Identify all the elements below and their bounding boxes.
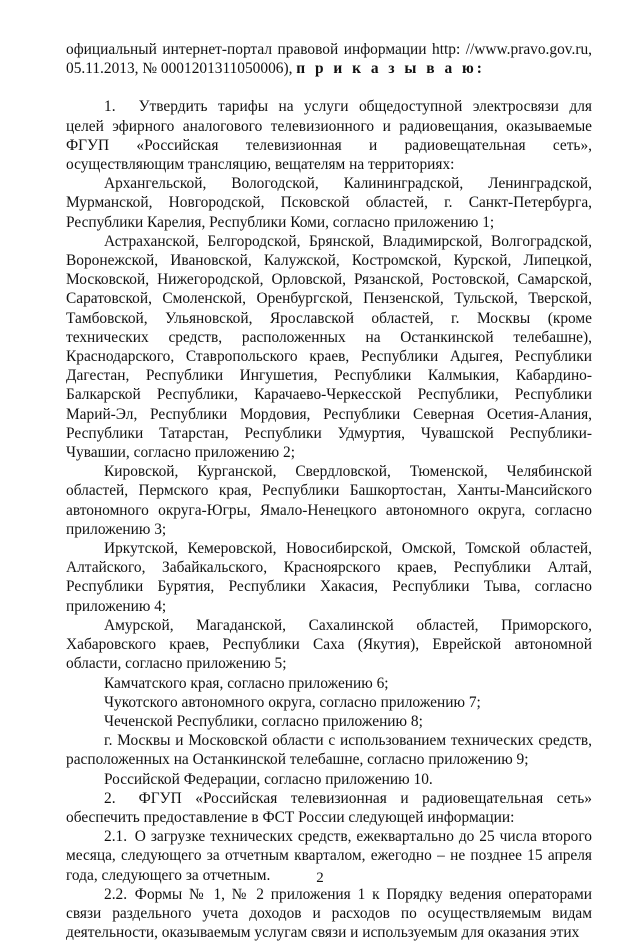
territory-list-1: Архангельской, Вологодской, Калининградской, Ленинградской, Мурманской, Новгородской, Псковской областей, г. Санкт-Петербурга, Республики Карелия, Республики Коми, согласно приложению 1;: [66, 175, 592, 231]
territory-list-8: Чеченской Республики, согласно приложению 8;: [104, 712, 423, 730]
territory-list-2: Астраханской, Белгородской, Брянской, Владимирской, Волгоградской, Воронежской, Ивановской, Калужской, Костромской, Курской, Липецкой, Московской, Нижегородской, Орловской, Рязанской, Ростовской, Самарской, Саратовской, Смоленской, Оренбургской, Пензенской, Тульской, Тверской, Тамбовской, Ульяновской, Ярославской областей, г. Москвы (кроме технических средств, расположенных на Останкинской телебашне), Краснодарского, Ставропольского краев, Республики Адыгея, Республики Дагестан, Республики Ингушетия, Республики Калмыкия, Кабардино-Балкарской Республики, Карачаево-Черкесской Республики, Республики Марий-Эл, Республики Мордовия, Республики Северная Осетия-Алания, Республики Татарстан, Республики Удмуртия, Чувашской Республики-Чувашии, согласно приложению 2;: [66, 232, 592, 462]
territory-list-10: Российской Федерации, согласно приложению 10.: [104, 770, 433, 788]
territory-list-5: Амурской, Магаданской, Сахалинской областей, Приморского, Хабаровского краев, Республики Саха (Якутия), Еврейской автономной области, согласно приложению 5;: [66, 616, 592, 673]
page-number: 2: [316, 870, 324, 886]
territory-list-9: г. Москвы и Московской области с использованием технических средств, расположенных на Останкинской телебашне, согласно приложению 9;: [66, 732, 592, 769]
item-2-1-paragraph: 2.1. О загрузке технических средств, ежеквартально до 25 числа второго месяца, следующего за отчетным кварталом, ежегодно – не позднее 15 апреля года, следующего за отчетным.: [66, 828, 592, 884]
territory-list-6: Камчатского края, согласно приложению 6;: [104, 674, 389, 692]
item-1-paragraph: 1. Утвердить тарифы на услуги общедоступной электросвязи для целей эфирного аналогового телевизионного и радиовещания, оказываемые ФГУП «Российская телевизионная и радиовещательная сеть», осуществляющим трансляцию, вещателям на территориях:: [66, 98, 592, 174]
item-2-2-paragraph: 2.2. Формы № 1, № 2 приложения 1 к Порядку ведения операторами связи раздельного учета доходов и расходов по осуществляемым видам деятельности, оказываемым услугам связи и используемым для оказания этих: [66, 885, 592, 942]
territory-list-3: Кировской, Курганской, Свердловской, Тюменской, Челябинской областей, Пермского края, Республики Башкортостан, Ханты-Мансийского автономного округа-Югры, Ямало-Ненецкого автономного округа, согласно приложению 3;: [66, 463, 592, 538]
item-2-paragraph: 2. ФГУП «Российская телевизионная и радиовещательная сеть» обеспечить предоставление в ФСТ России следующей информации:: [66, 789, 592, 826]
intro-paragraph: [66, 40, 592, 78]
territory-list-7: Чукотского автономного округа, согласно приложению 7;: [104, 693, 481, 711]
territory-list-4: Иркутской, Кемеровской, Новосибирской, Омской, Томской областей, Алтайского, Забайкальского, Красноярского краев, Республики Алтай, Республики Бурятия, Республики Хакасия, Республики Тыва, согласно приложению 4;: [66, 540, 592, 615]
intro-text: официальный интернет-портал правовой информации http: //www.pravo.gov.ru, 05.11.2013, № 0001201311050006),: [66, 41, 592, 78]
order-word: п р и к а з ы в а ю:: [296, 60, 485, 78]
document-page: [66, 40, 592, 942]
